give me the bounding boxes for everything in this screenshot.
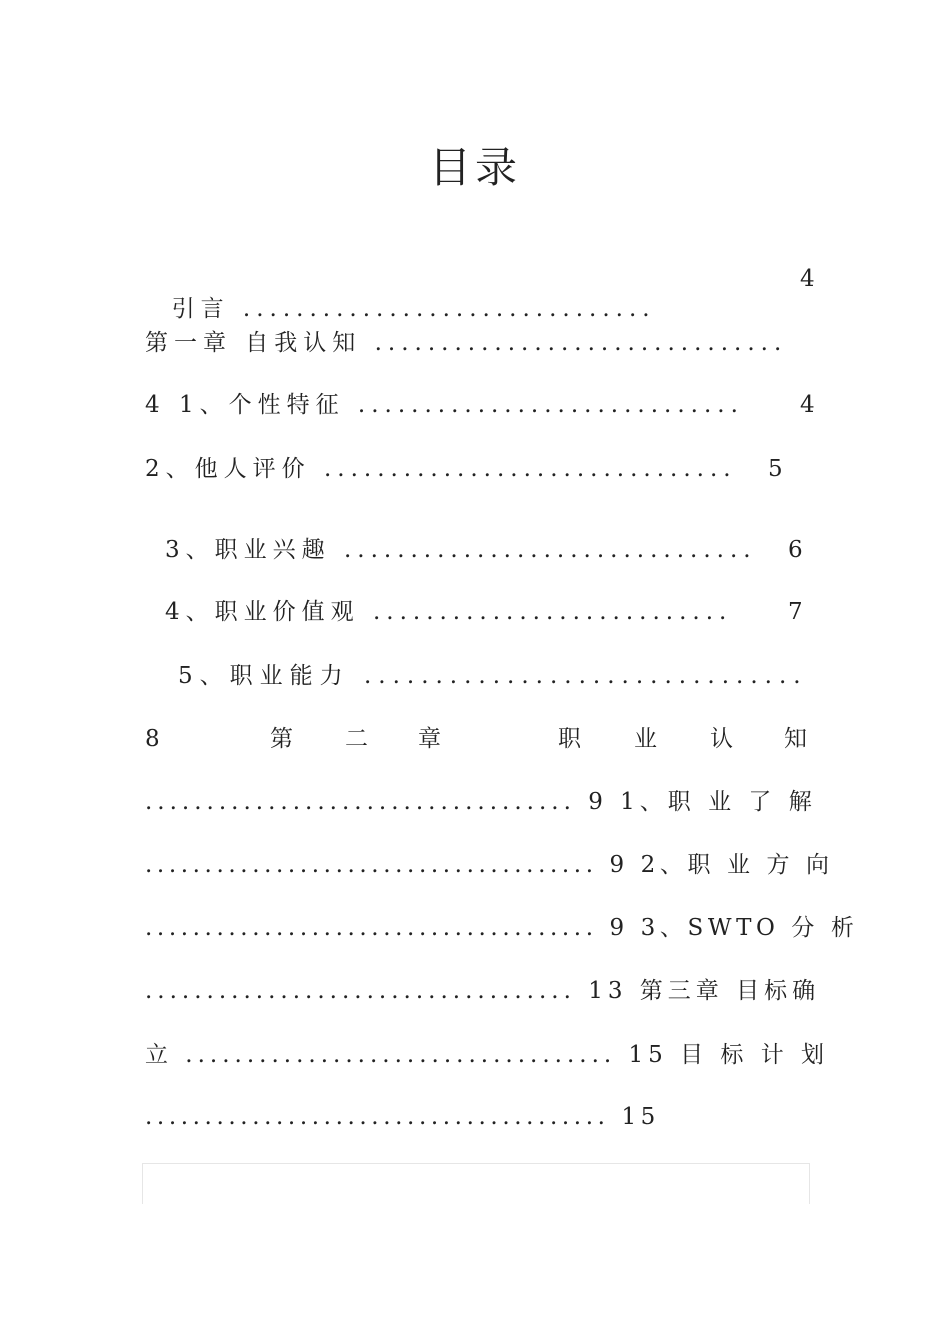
toc-chapter-char: 职 bbox=[558, 726, 587, 752]
toc-entry-goal-plan-dots[interactable]: ....................................... 15 bbox=[145, 1104, 660, 1130]
toc-page-number: 4 bbox=[800, 266, 821, 292]
toc-chapter-char: 二 bbox=[345, 726, 374, 752]
toc-chapter-char: 知 bbox=[784, 726, 813, 752]
toc-entry-goal-plan[interactable]: 立 ................................... 15 目 标 计 划 bbox=[145, 1042, 830, 1068]
toc-entry-career-values[interactable]: 4、职业价值观 ........................... bbox=[165, 599, 733, 625]
toc-entry-intro[interactable] bbox=[145, 264, 656, 324]
toc-entry-chapter-3[interactable]: ................................... 13 第三章 目标确 bbox=[145, 978, 821, 1004]
toc-page-number: 4 bbox=[800, 392, 821, 418]
toc-entry-career-understanding[interactable]: ................................... 9 1、职 业 了 解 bbox=[145, 789, 817, 815]
toc-entry-others-evaluation[interactable]: 2、他人评价 ............................... bbox=[145, 456, 737, 482]
toc-page-number: 7 bbox=[788, 599, 809, 625]
toc-leader-dots: ............................... bbox=[229, 296, 656, 322]
toc-entry-personality[interactable]: 4 1、个性特征 ............................. bbox=[145, 392, 744, 418]
toc-entry-career-interest[interactable]: 3、职业兴趣 ............................... bbox=[165, 537, 757, 563]
toc-entry-career-direction[interactable]: ...................................... 9 2、职 业 方 向 bbox=[145, 852, 834, 878]
toc-entry-label: 引言 bbox=[171, 296, 230, 322]
toc-page-number: 5 bbox=[768, 456, 789, 482]
page-title: 目录 bbox=[428, 143, 521, 192]
toc-entry-career-ability[interactable]: 5、职业能力 ............................... bbox=[178, 663, 808, 689]
toc-chapter-char: 章 bbox=[418, 726, 447, 752]
toc-page-number: 8 bbox=[145, 726, 166, 752]
toc-page-number: 6 bbox=[788, 537, 809, 563]
page-frame bbox=[142, 1163, 810, 1204]
toc-chapter-char: 认 bbox=[710, 726, 739, 752]
toc-entry-chapter-1[interactable]: 第一章 自我认知 ............................... bbox=[145, 330, 788, 356]
toc-entry-swot-analysis[interactable]: ...................................... 9 3、SWTO 分 析 bbox=[145, 915, 859, 941]
toc-chapter-char: 业 bbox=[634, 726, 663, 752]
toc-chapter-char: 第 bbox=[270, 726, 299, 752]
